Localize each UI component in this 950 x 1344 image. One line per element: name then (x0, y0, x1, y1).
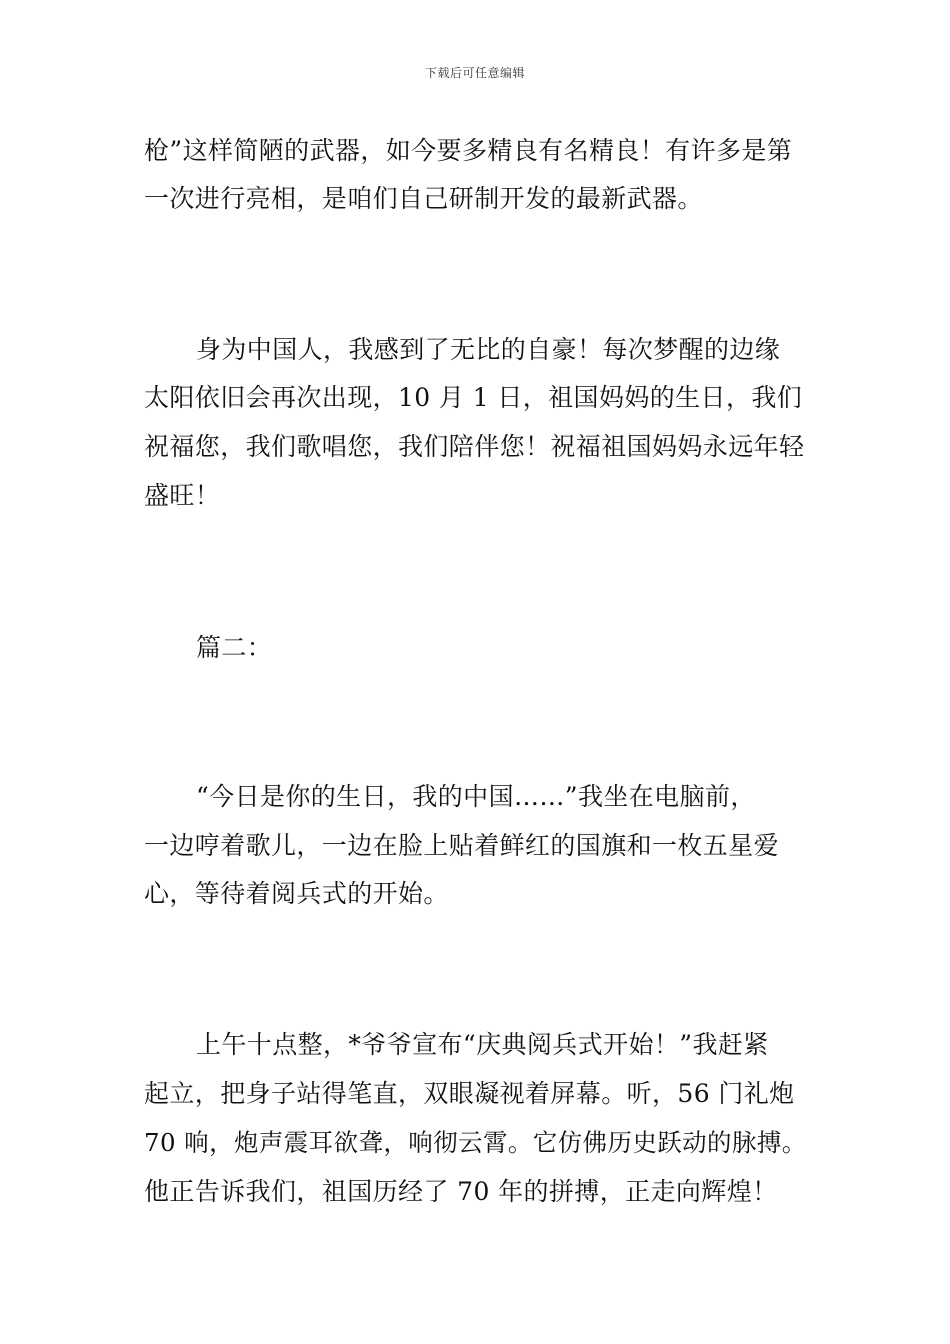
paragraph-1-line-2: 一次进行亮相，是咱们自己研制开发的最新武器。 (144, 184, 703, 213)
paragraph-2-line-3: 祝福您，我们歌唱您，我们陪伴您！祝福祖国妈妈永远年轻 (144, 432, 805, 461)
paragraph-4-line-2: 一边哼着歌儿，一边在脸上贴着鲜红的国旗和一枚五星爱 (144, 831, 780, 860)
paragraph-5-line-1: 上午十点整，*爷爷宣布“庆典阅兵式开始！”我赶紧 (196, 1030, 769, 1059)
paragraph-5-line-3: 70 响，炮声震耳欲聋，响彻云霄。它仿佛历史跃动的脉搏。 (144, 1128, 807, 1157)
paragraph-4-line-3: 心，等待着阅兵式的开始。 (144, 879, 449, 908)
paragraph-2-line-1: 身为中国人，我感到了无比的自豪！每次梦醒的边缘 (196, 335, 781, 364)
section-heading: 篇二： (196, 633, 273, 662)
paragraph-2-line-2: 太阳依旧会再次出现，10 月 1 日，祖国妈妈的生日，我们 (144, 383, 803, 412)
paragraph-1-line-1: 枪”这样简陋的武器，如今要多精良有名精良！有许多是第 (144, 136, 793, 165)
paragraph-5-line-4: 他正告诉我们，祖国历经了 70 年的拼搏，正走向辉煌！ (144, 1177, 778, 1206)
page-header: 下载后可任意编辑 (424, 66, 525, 80)
paragraph-2-line-4: 盛旺！ (144, 481, 221, 510)
paragraph-4-line-1: “今日是你的生日，我的中国……”我坐在电脑前， (196, 782, 756, 811)
paragraph-5-line-2: 起立，把身子站得笔直，双眼凝视着屏幕。听，56 门礼炮 (144, 1079, 795, 1108)
